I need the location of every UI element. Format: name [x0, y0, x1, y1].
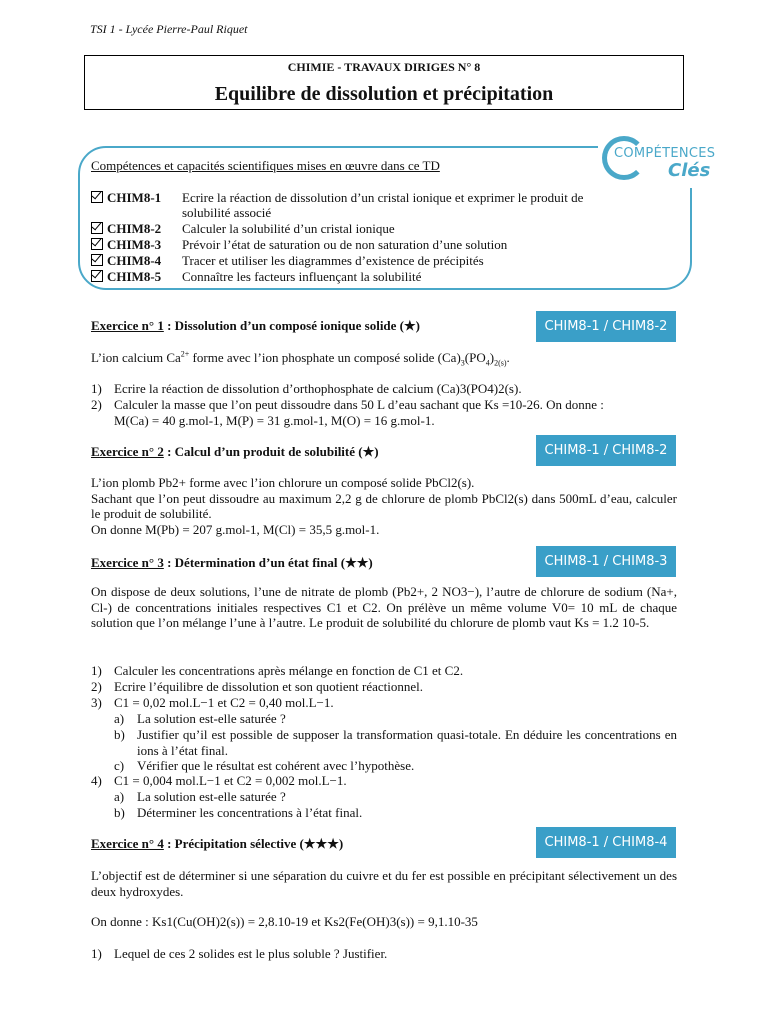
- exercise-3-q4: C1 = 0,004 mol.L−1 et C2 = 0,002 mol.L−1.: [114, 773, 347, 788]
- exercise-3-title: Exercice n° 3 : Détermination d’un état final (★★): [91, 555, 373, 570]
- competences-cles-logo: [598, 132, 726, 188]
- competence-code: CHIM8-1: [107, 190, 162, 205]
- exercise-2-badge: CHIM8-1 / CHIM8-2: [536, 435, 676, 466]
- competence-item: [91, 253, 484, 268]
- competence-code: CHIM8-2: [107, 221, 162, 236]
- exercise-4-given: On donne : Ks1(Cu(OH)2(s)) = 2,8.10-19 et Ks2(Fe(OH)3(s)) = 9,1.10-35: [91, 914, 478, 929]
- exercise-3-q4a: La solution est-elle saturée ?: [137, 789, 286, 804]
- competence-text: Ecrire la réaction de dissolution d’un cristal ionique et exprimer le produit de solubilité associé: [182, 190, 584, 220]
- checkbox-icon: [91, 254, 103, 266]
- exercise-3-q3b: Justifier qu’il est possible de supposer la transformation quasi-totale. En déduire les concentrations en ions à l’état final.: [137, 727, 677, 758]
- checkbox-icon: [91, 191, 103, 203]
- competence-text: Prévoir l’état de saturation ou de non saturation d’une solution: [182, 237, 508, 252]
- competence-code: CHIM8-3: [107, 237, 162, 252]
- exercise-2-title: Exercice n° 2 : Calcul d’un produit de solubilité (★): [91, 444, 379, 459]
- logo-text-cles: Clés: [668, 160, 711, 181]
- list-number: 2): [91, 679, 102, 694]
- logo-text-competences: COMPÉTENCES: [614, 146, 716, 161]
- list-number: 4): [91, 773, 102, 788]
- list-number: 3): [91, 695, 102, 710]
- exercise-4-badge: CHIM8-1 / CHIM8-4: [536, 827, 676, 858]
- exercise-2-text: L’ion plomb Pb2+ forme avec l’ion chlorure un composé solide PbCl2(s). Sachant que l’on peut dissoudre au maximum 2,2 g de chlorure de plomb PbCl2(s) dans 500mL d’eau, calculer le produit de solubilité. On donne M(Pb) = 207 g.mol-1, M(Cl) = 35,5 g.mol-1.: [91, 475, 677, 537]
- list-number: 1): [91, 946, 102, 961]
- competences-heading: Compétences et capacités scientifiques mises en œuvre dans ce TD: [91, 158, 440, 173]
- exercise-3-intro: On dispose de deux solutions, l’une de nitrate de plomb (Pb2+, 2 NO3−), l’autre de chlorure de sodium (Na+, Cl-) de concentrations initiales respectives C1 et C2. On prélève un même volume V0= 10 mL de chaque solution que l’on mélange l’une à l’autre. Le produit de solubilité du chlorure de plomb vaut Ks = 1.2 10-5.: [91, 584, 677, 631]
- exercise-3-q3a: La solution est-elle saturée ?: [137, 711, 286, 726]
- list-letter: b): [114, 727, 125, 742]
- page-title: Equilibre de dissolution et précipitation: [214, 83, 554, 105]
- list-letter: a): [114, 789, 125, 804]
- exercise-3-q3c: Vérifier que le résultat est cohérent avec l’hypothèse.: [137, 758, 415, 773]
- list-number: 1): [91, 381, 102, 396]
- list-number: 1): [91, 663, 102, 678]
- list-letter: b): [114, 805, 125, 820]
- exercise-3-badge: CHIM8-1 / CHIM8-3: [536, 546, 676, 577]
- checkbox-icon: [91, 270, 103, 282]
- exercise-4-intro: L’objectif est de déterminer si une séparation du cuivre et du fer est possible en précipitant sélectivement un des deux hydroxydes.: [91, 868, 677, 899]
- competence-code: CHIM8-4: [107, 253, 162, 268]
- title-top: CHIMIE - TRAVAUX DIRIGES N° 8: [287, 60, 481, 74]
- exercise-4-title: Exercice n° 4 : Précipitation sélective (★★★): [91, 836, 344, 851]
- competence-item: [91, 221, 395, 236]
- competence-code: CHIM8-5: [107, 269, 162, 284]
- header-school: TSI 1 - Lycée Pierre-Paul Riquet: [90, 22, 248, 36]
- competence-item: [91, 237, 508, 252]
- competence-item: [91, 269, 422, 284]
- exercise-3-q3: C1 = 0,02 mol.L−1 et C2 = 0,40 mol.L−1.: [114, 695, 334, 710]
- competence-text: Calculer la solubilité d’un cristal ionique: [182, 221, 395, 236]
- list-letter: c): [114, 758, 125, 773]
- checkbox-icon: [91, 222, 103, 234]
- exercise-3-q1: Calculer les concentrations après mélange en fonction de C1 et C2.: [114, 663, 464, 678]
- exercise-1-title: Exercice n° 1 : Dissolution d’un composé ionique solide (★): [91, 318, 420, 333]
- exercise-1-q1: Ecrire la réaction de dissolution d’orthophosphate de calcium (Ca)3(PO4)2(s).: [114, 381, 522, 396]
- checkbox-icon: [91, 238, 103, 250]
- title-box: [84, 55, 684, 110]
- competence-item: [91, 190, 584, 220]
- exercise-1-intro: L’ion calcium $Ca^{2+}$ forme avec l’ion phosphate un composé solide $(Ca)_3(PO_4)_{2(s)}$.: [91, 349, 510, 368]
- competence-text: Connaître les facteurs influençant la solubilité: [182, 269, 422, 284]
- competence-text: Tracer et utiliser les diagrammes d’existence de précipités: [182, 253, 484, 268]
- exercise-4-q1: Lequel de ces 2 solides est le plus soluble ? Justifier.: [114, 946, 388, 961]
- exercise-1-badge: CHIM8-1 / CHIM8-2: [536, 311, 676, 342]
- exercise-3-q2: Ecrire l’équilibre de dissolution et son quotient réactionnel.: [114, 679, 424, 694]
- list-letter: a): [114, 711, 125, 726]
- list-number: 2): [91, 397, 102, 412]
- exercise-3-q4b: Déterminer les concentrations à l’état final.: [137, 805, 363, 820]
- exercise-1-q2: Calculer la masse que l’on peut dissoudre dans 50 L d’eau sachant que Ks =10-26. On donne : M(Ca) = 40 g.mol-1, M(P) = 31 g.mol-1, M(O) = 16 g.mol-1.: [114, 397, 604, 428]
